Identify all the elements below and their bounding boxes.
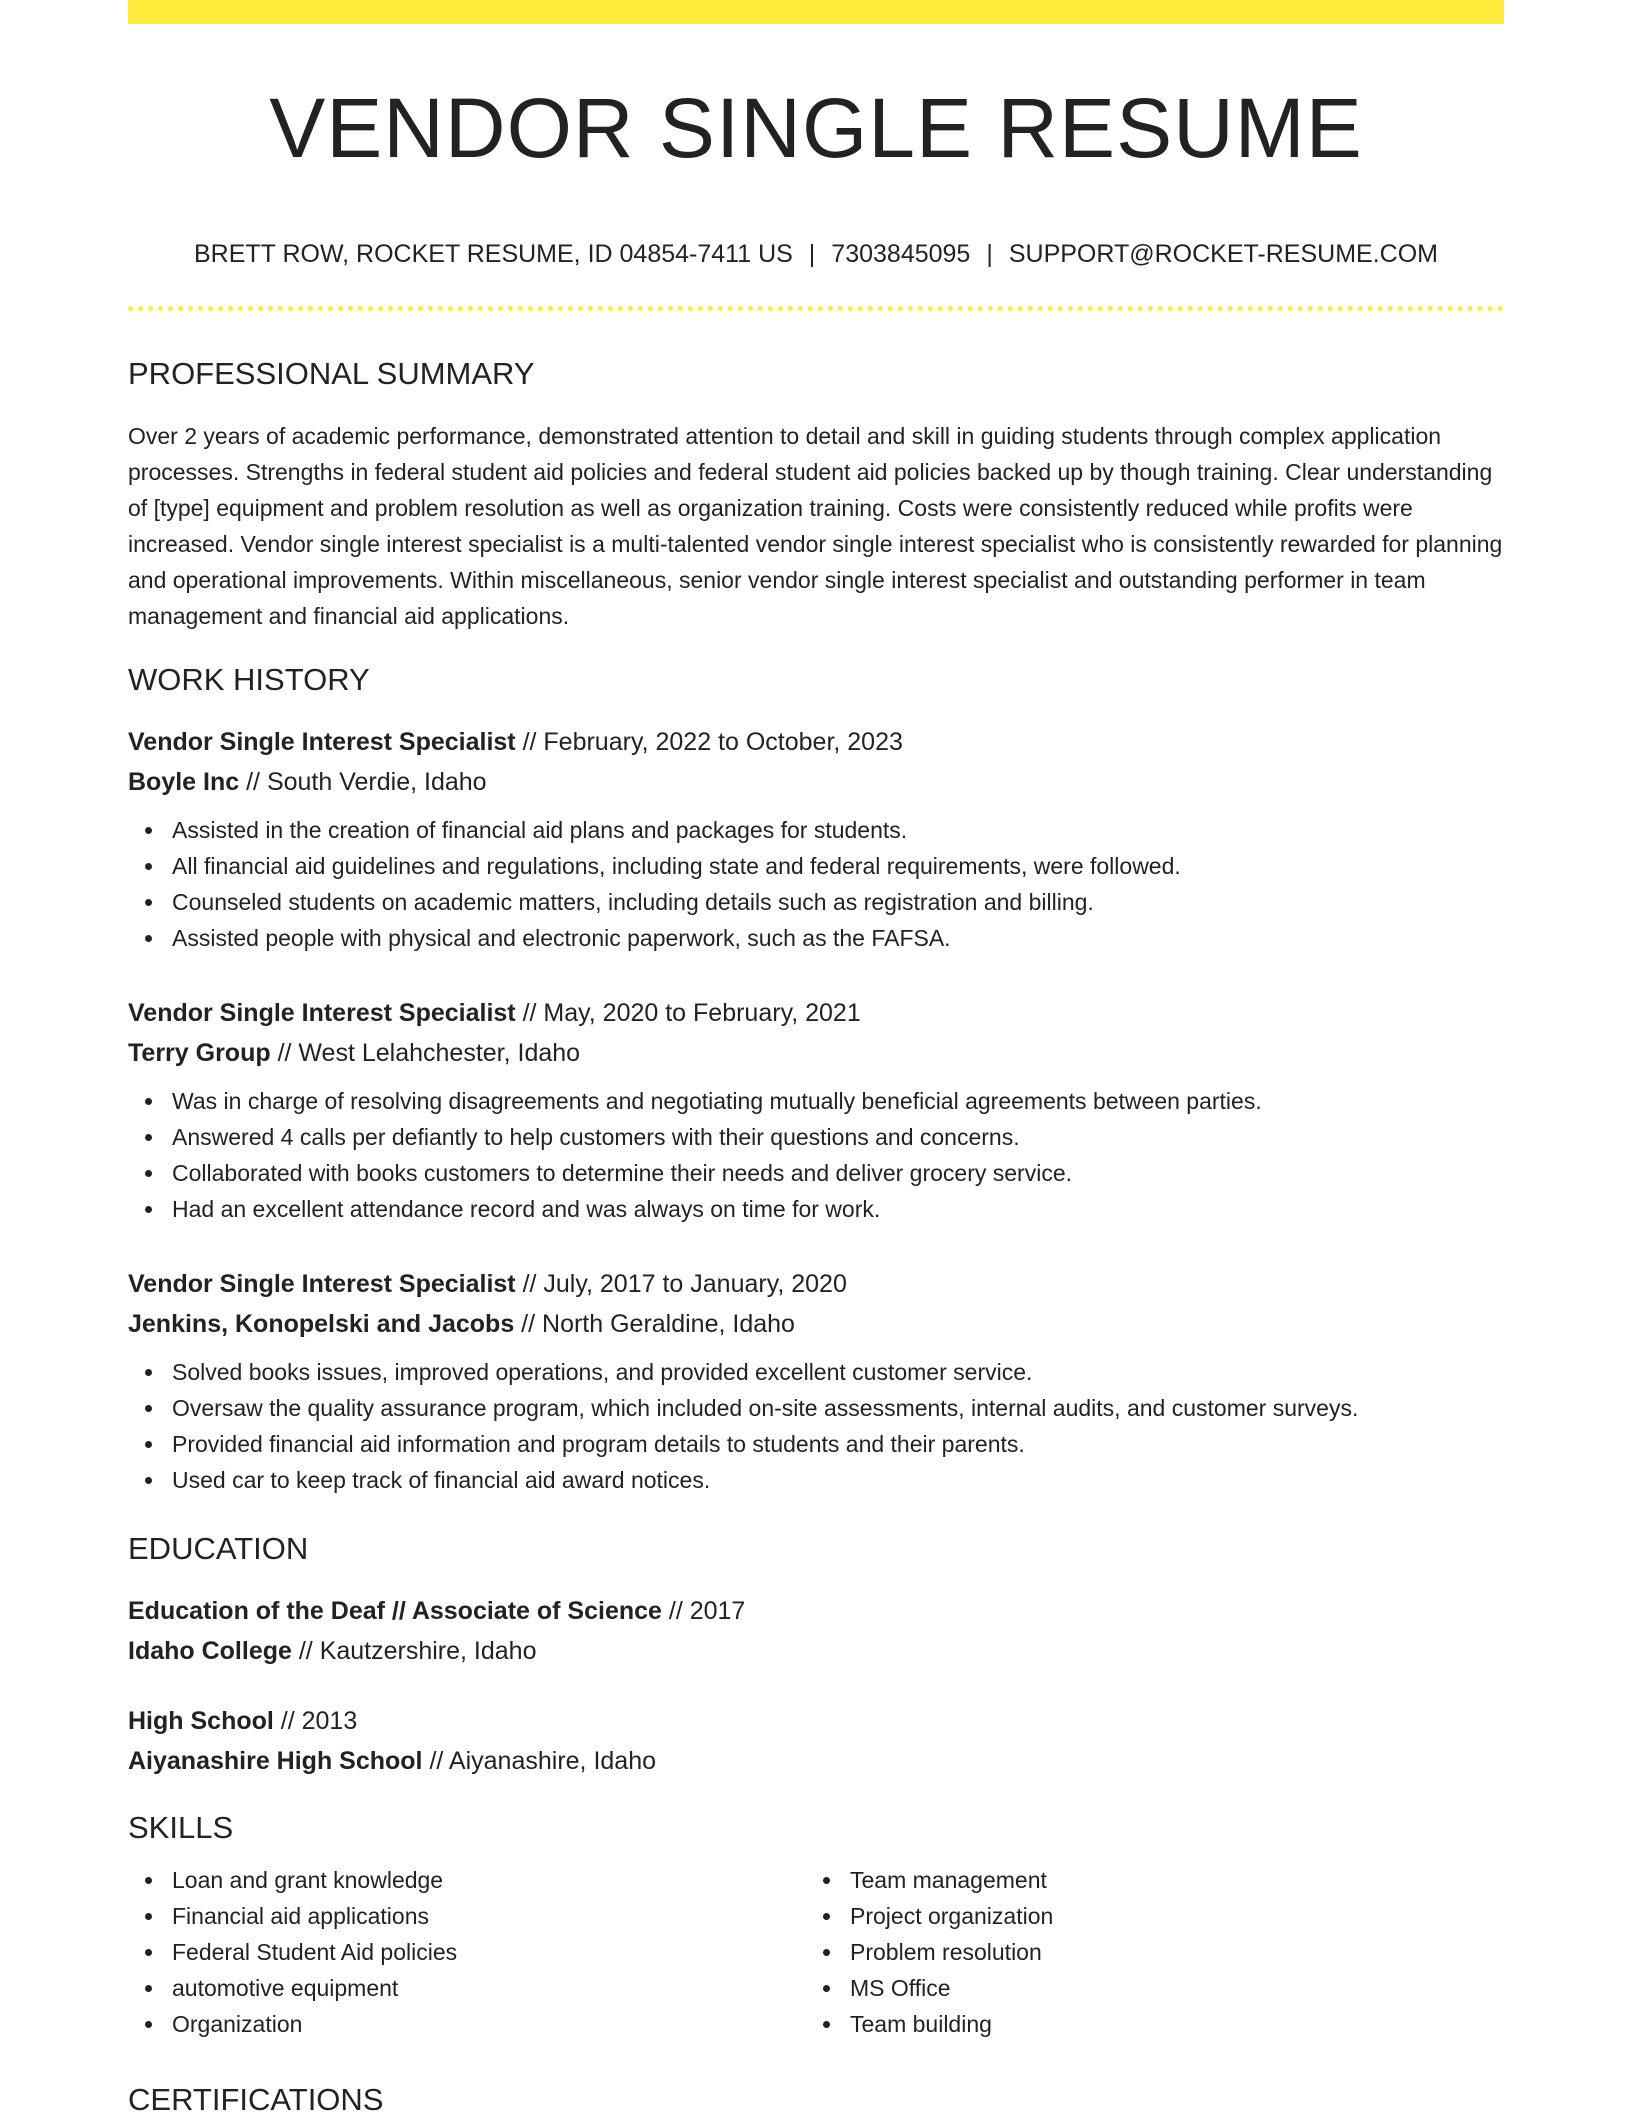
education-school: Aiyanashire High School [128, 1747, 423, 1775]
job-entry [128, 1264, 1504, 1498]
education-year: // 2013 [273, 1707, 358, 1735]
skill-item: Financial aid applications [128, 1898, 768, 1934]
education-location: // Aiyanashire, Idaho [422, 1747, 656, 1775]
job-bullet: Oversaw the quality assurance program, which included on-site assessments, internal audits, and customer surveys. [128, 1390, 1504, 1426]
education-school-line [128, 1741, 1504, 1781]
job-title: Vendor Single Interest Specialist [128, 1270, 516, 1298]
work-history-heading: WORK HISTORY [128, 662, 370, 697]
job-bullet: Counseled students on academic matters, including details such as registration and billing. [128, 884, 1504, 920]
skill-item: Organization [128, 2006, 768, 2042]
job-bullet: Assisted people with physical and electronic paperwork, such as the FAFSA. [128, 920, 1504, 956]
summary-heading: PROFESSIONAL SUMMARY [128, 356, 535, 391]
education-entry [128, 1591, 1504, 1671]
dotted-divider [128, 306, 1504, 311]
job-entry [128, 722, 1504, 956]
skill-item: Project organization [806, 1898, 1446, 1934]
contact-email: SUPPORT@ROCKET-RESUME.COM [1008, 240, 1438, 268]
skills-list [128, 1862, 768, 2042]
skill-item: automotive equipment [128, 1970, 768, 2006]
skill-item: Team building [806, 2006, 1446, 2042]
job-entry [128, 993, 1504, 1227]
contact-line [128, 236, 1504, 272]
education-degree: High School [128, 1707, 274, 1735]
job-title: Vendor Single Interest Specialist [128, 728, 516, 756]
contact-phone: 7303845095 [831, 240, 971, 268]
job-dates: // July, 2017 to January, 2020 [515, 1270, 847, 1298]
skill-item: Federal Student Aid policies [128, 1934, 768, 1970]
job-bullet: Used car to keep track of financial aid award notices. [128, 1462, 1504, 1498]
education-degree-line [128, 1701, 1504, 1741]
job-title-line [128, 722, 1504, 762]
job-bullets [128, 1083, 1504, 1227]
skills-list [806, 1862, 1446, 2042]
skill-item: Problem resolution [806, 1934, 1446, 1970]
contact-separator: | [986, 240, 993, 268]
education-school-line [128, 1631, 1504, 1671]
job-title-line [128, 993, 1504, 1033]
job-company: Jenkins, Konopelski and Jacobs [128, 1310, 515, 1338]
contact-address: BRETT ROW, ROCKET RESUME, ID 04854-7411 US [194, 240, 793, 268]
job-bullet: Assisted in the creation of financial aid plans and packages for students. [128, 812, 1504, 848]
education-degree: Education of the Deaf // Associate of Science [128, 1597, 662, 1625]
resume-title: VENDOR SINGLE RESUME [269, 81, 1363, 175]
education-school: Idaho College [128, 1637, 292, 1665]
job-bullet: Collaborated with books customers to determine their needs and deliver grocery service. [128, 1155, 1504, 1191]
accent-bar [128, 0, 1504, 24]
skills-right-column [806, 1862, 1446, 2042]
job-bullet: Solved books issues, improved operations, and provided excellent customer service. [128, 1354, 1504, 1390]
job-company: Terry Group [128, 1039, 271, 1067]
job-company-line [128, 1304, 1504, 1344]
job-bullet: Was in charge of resolving disagreements and negotiating mutually beneficial agreements between parties. [128, 1083, 1504, 1119]
education-entry [128, 1701, 1504, 1781]
job-bullet: Answered 4 calls per defiantly to help customers with their questions and concerns. [128, 1119, 1504, 1155]
certifications-heading: CERTIFICATIONS [128, 2082, 384, 2117]
education-location: // Kautzershire, Idaho [291, 1637, 537, 1665]
job-company-line [128, 762, 1504, 802]
job-dates: // February, 2022 to October, 2023 [515, 728, 903, 756]
skill-item: Loan and grant knowledge [128, 1862, 768, 1898]
education-heading: EDUCATION [128, 1531, 309, 1566]
skills-heading: SKILLS [128, 1810, 234, 1845]
summary-text: Over 2 years of academic performance, demonstrated attention to detail and skill in guiding students through complex application processes. Strengths in federal student aid policies and federal student aid policies backed up by though training. Clear understanding of [type] equipment and problem resolution as well as organization training. Costs were consistently reduced while profits were increased. Vendor single interest specialist is a multi-talented vendor single interest specialist who is consistently rewarded for planning and operational improvements. Within miscellaneous, senior vendor single interest specialist and outstanding performer in team management and financial aid applications. [128, 423, 1503, 629]
job-company-line [128, 1033, 1504, 1073]
skills-left-column [128, 1862, 768, 2042]
job-bullets [128, 1354, 1504, 1498]
job-bullet: Had an excellent attendance record and was always on time for work. [128, 1191, 1504, 1227]
job-location: // West Lelahchester, Idaho [270, 1039, 581, 1067]
skill-item: Team management [806, 1862, 1446, 1898]
skill-item: MS Office [806, 1970, 1446, 2006]
job-dates: // May, 2020 to February, 2021 [515, 999, 861, 1027]
job-bullet: All financial aid guidelines and regulations, including state and federal requirements, were followed. [128, 848, 1504, 884]
job-bullet: Provided financial aid information and program details to students and their parents. [128, 1426, 1504, 1462]
education-year: // 2017 [661, 1597, 746, 1625]
job-location: // South Verdie, Idaho [239, 768, 487, 796]
job-title: Vendor Single Interest Specialist [128, 999, 516, 1027]
job-location: // North Geraldine, Idaho [514, 1310, 795, 1338]
education-degree-line [128, 1591, 1504, 1631]
job-company: Boyle Inc [128, 768, 240, 796]
contact-separator: | [808, 240, 816, 268]
job-bullets [128, 812, 1504, 956]
job-title-line [128, 1264, 1504, 1304]
